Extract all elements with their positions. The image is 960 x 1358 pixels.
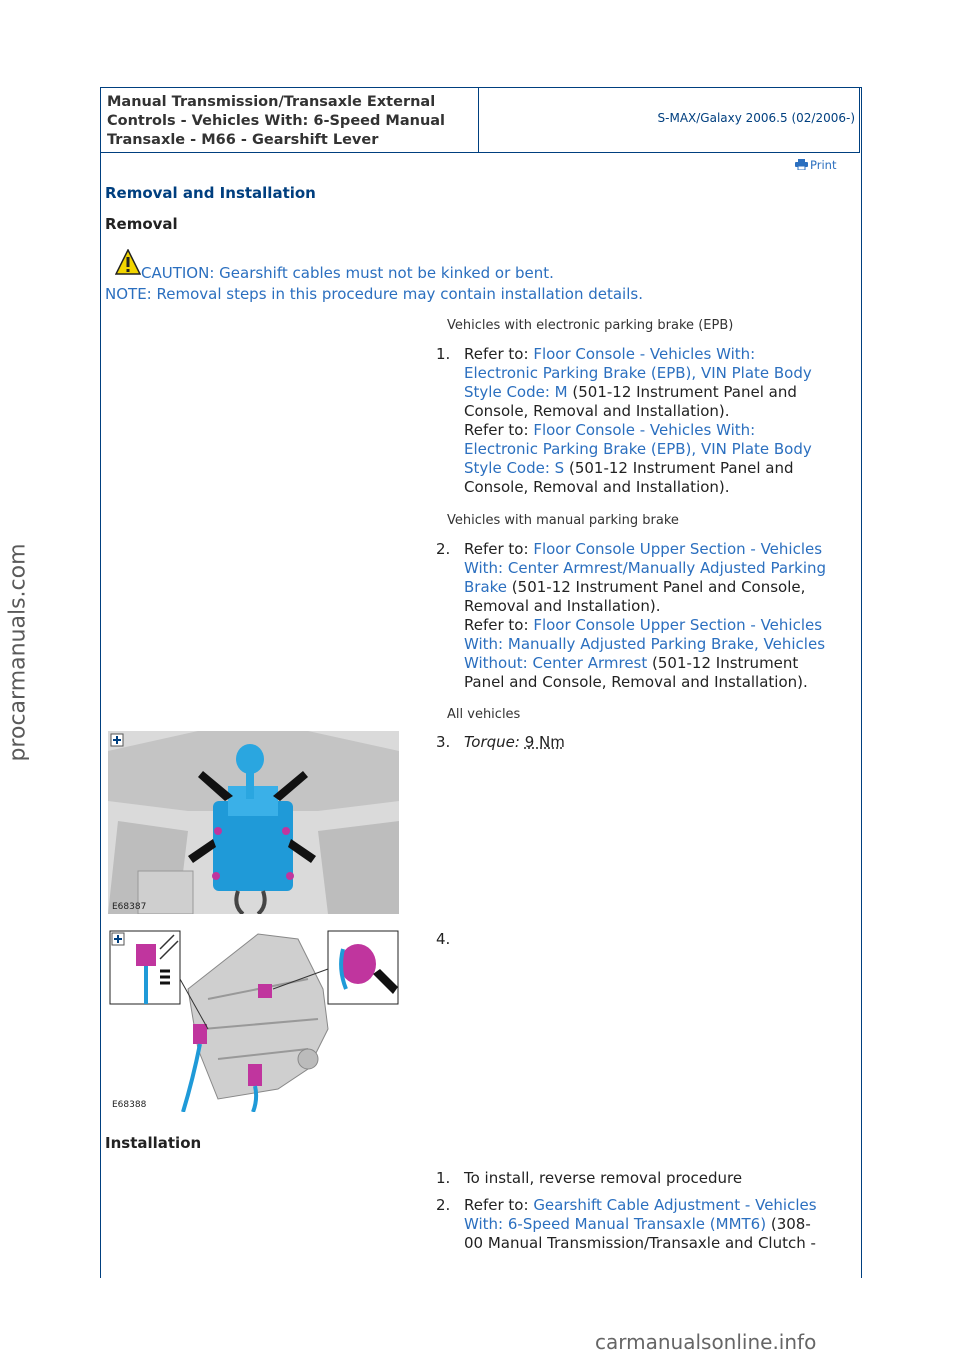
line <box>464 1196 864 1215</box>
image-code: E68388 <box>112 1100 147 1110</box>
step-number: 3. <box>436 733 451 751</box>
step-number: 1. <box>436 345 451 363</box>
caution-text: CAUTION: Gearshift cables must not be kinked or bent. <box>141 264 554 282</box>
line <box>464 440 854 459</box>
link-floor-console-epb-s[interactable]: Electronic Parking Brake (EPB), VIN Plate Body <box>464 440 812 458</box>
print-button[interactable] <box>795 158 836 172</box>
line <box>464 616 864 635</box>
text: Refer to: <box>464 1196 534 1214</box>
torque-value: 9 Nm <box>524 733 565 751</box>
text: Removal and Installation). <box>464 597 661 615</box>
link-floor-console-no-armrest[interactable]: Floor Console Upper Section - Vehicles <box>533 616 823 634</box>
link-floor-console-epb-m[interactable]: Electronic Parking Brake (EPB), VIN Plate Body <box>464 364 812 382</box>
link-floor-console-epb-s[interactable]: Style Code: S <box>464 459 565 477</box>
link-floor-console-armrest[interactable]: Floor Console Upper Section - Vehicles <box>533 540 823 558</box>
step-body <box>464 1196 864 1253</box>
step-body: To install, reverse removal procedure <box>464 1169 743 1187</box>
text: Refer to: <box>464 616 534 634</box>
removal-heading: Removal <box>105 215 178 233</box>
line <box>464 559 864 578</box>
gearshift-cable-illustration[interactable] <box>108 929 399 1112</box>
subheading-epb: Vehicles with electronic parking brake (EPB) <box>447 318 734 333</box>
warning-icon <box>115 249 141 275</box>
text: (501-12 Instrument Panel and <box>564 459 794 477</box>
step-number: 1. <box>436 1169 451 1187</box>
line <box>464 654 864 673</box>
link-gearshift-cable-adjustment[interactable]: Gearshift Cable Adjustment - Vehicles <box>533 1196 817 1214</box>
image-code: E68387 <box>112 902 147 912</box>
line <box>464 597 864 616</box>
line <box>464 383 854 402</box>
text: Refer to: <box>464 421 534 439</box>
footer-watermark: carmanualsonline.info <box>595 1330 817 1354</box>
step-body <box>464 733 854 752</box>
model-label: S-MAX/Galaxy 2006.5 (02/2006-) <box>657 111 855 125</box>
text: (501-12 Instrument Panel and <box>567 383 797 401</box>
section-title: Removal and Installation <box>105 184 316 202</box>
gearshift-cable-drawing <box>108 929 399 1112</box>
line <box>464 421 854 440</box>
line <box>464 345 854 364</box>
gearshift-lever-drawing <box>108 731 399 914</box>
title-line: Transaxle - M66 - Gearshift Lever <box>107 132 379 148</box>
line <box>464 635 864 654</box>
line <box>464 478 854 497</box>
link-floor-console-no-armrest[interactable]: Without: Center Armrest <box>464 654 648 672</box>
gearshift-lever-illustration[interactable] <box>108 731 399 914</box>
link-gearshift-cable-adjustment[interactable]: With: 6-Speed Manual Transaxle (MMT6) <box>464 1215 767 1233</box>
line <box>464 540 864 559</box>
text: Console, Removal and Installation). <box>464 478 730 496</box>
link-floor-console-armrest[interactable]: With: Center Armrest/Manually Adjusted Parking <box>464 559 827 577</box>
print-label: Print <box>810 158 837 172</box>
note-text: NOTE: Removal steps in this procedure may contain installation details. <box>105 285 643 303</box>
text: (308- <box>766 1215 811 1233</box>
line <box>464 402 854 421</box>
step-number: 2. <box>436 540 451 558</box>
link-floor-console-epb-m[interactable]: Style Code: M <box>464 383 568 401</box>
text: Refer to: <box>464 540 534 558</box>
text: (501-12 Instrument <box>647 654 799 672</box>
line <box>464 1215 864 1234</box>
link-floor-console-no-armrest[interactable]: With: Manually Adjusted Parking Brake, Vehicles <box>464 635 826 653</box>
text: (501-12 Instrument Panel and Console, <box>507 578 806 596</box>
side-watermark: procarmanuals.com <box>5 543 31 762</box>
step-body <box>464 345 854 497</box>
line <box>464 1234 864 1253</box>
installation-heading: Installation <box>105 1134 202 1152</box>
step-number: 4. <box>436 930 451 948</box>
step-body <box>464 540 864 692</box>
title-line: Manual Transmission/Transaxle External <box>107 94 436 110</box>
text: Refer to: <box>464 345 534 363</box>
line <box>464 459 854 478</box>
link-floor-console-epb-m[interactable]: Floor Console - Vehicles With: <box>533 345 756 363</box>
text: Panel and Console, Removal and Installation). <box>464 673 808 691</box>
text: 00 Manual Transmission/Transaxle and Clutch - <box>464 1234 816 1252</box>
step-number: 2. <box>436 1196 451 1214</box>
link-floor-console-armrest[interactable]: Brake <box>464 578 508 596</box>
torque-label: Torque: <box>464 733 520 751</box>
line <box>464 578 864 597</box>
title-line: Controls - Vehicles With: 6-Speed Manual <box>107 113 446 129</box>
subheading-manual: Vehicles with manual parking brake <box>447 513 679 528</box>
link-floor-console-epb-s[interactable]: Floor Console - Vehicles With: <box>533 421 756 439</box>
line <box>464 364 854 383</box>
printer-icon <box>795 159 808 170</box>
subheading-all: All vehicles <box>447 707 521 722</box>
line <box>464 673 864 692</box>
text: Console, Removal and Installation). <box>464 402 730 420</box>
